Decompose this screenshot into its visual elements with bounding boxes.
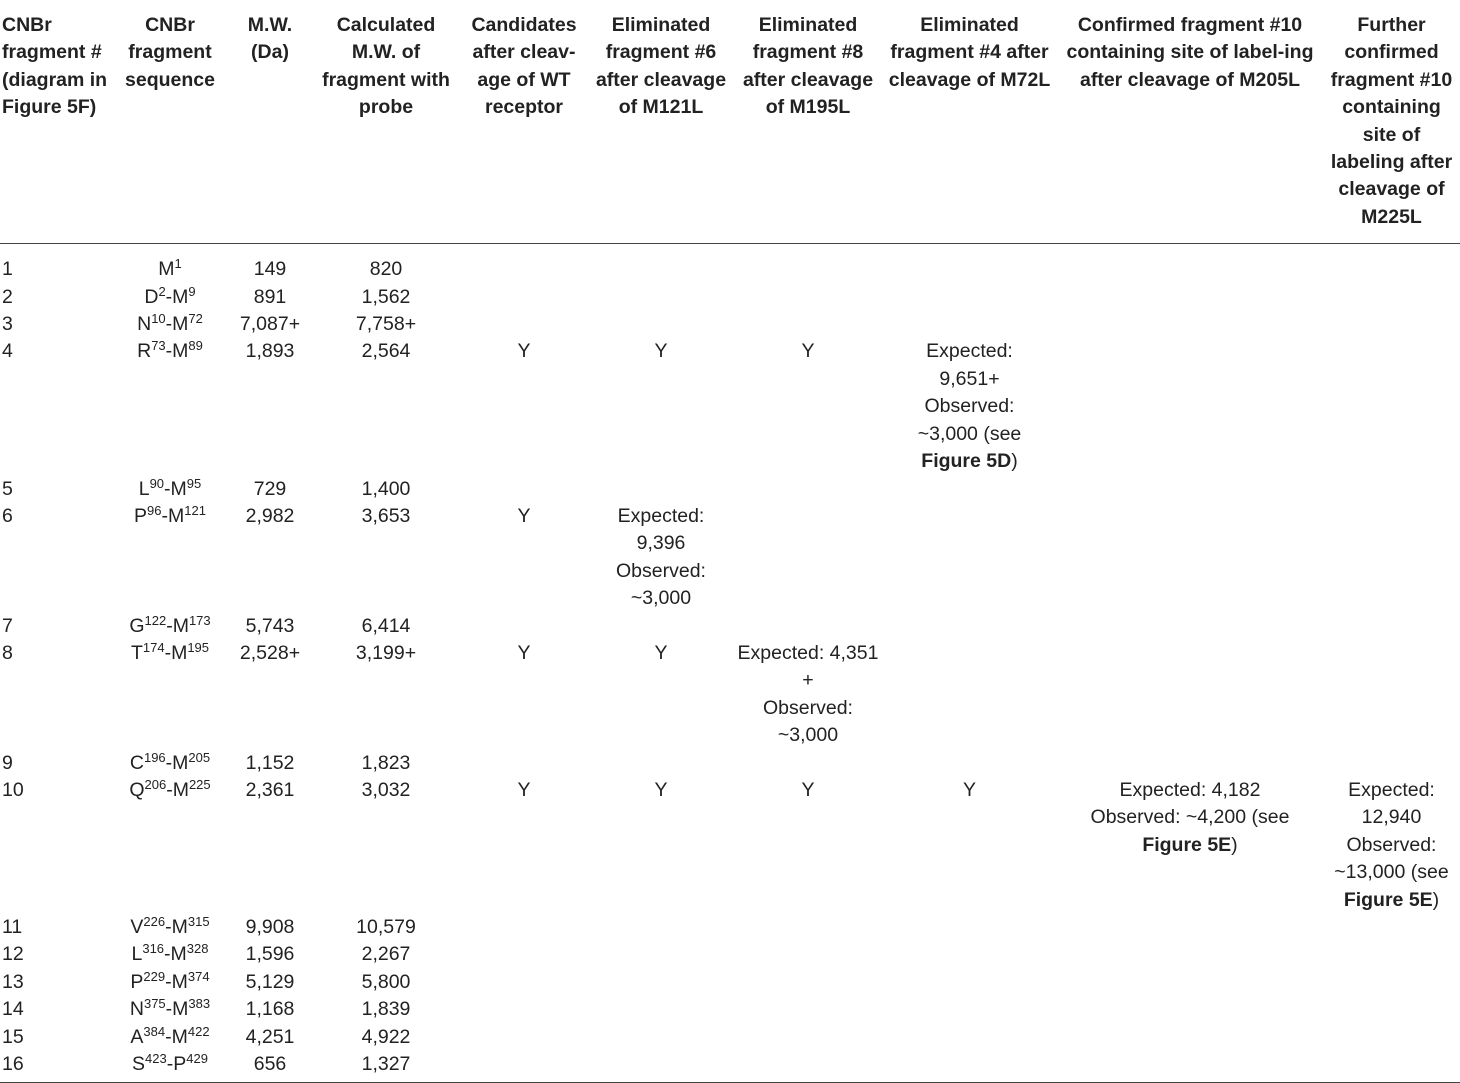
sequence-position-start: 206 bbox=[144, 776, 167, 792]
m121l-cell bbox=[588, 996, 734, 1023]
sequence-position-end: 328 bbox=[186, 941, 209, 957]
sequence-position-end: 173 bbox=[188, 612, 211, 628]
sequence-position-end: 95 bbox=[186, 475, 202, 491]
mw-cell: 1,152 bbox=[245, 751, 295, 774]
sequence-position-start: 96 bbox=[147, 502, 162, 518]
m72l-cell bbox=[882, 996, 1057, 1023]
table-row bbox=[0, 969, 1460, 996]
sequence-residue-end: -M bbox=[164, 943, 187, 966]
m195l-cell bbox=[734, 914, 882, 941]
cell-note-tail: ) bbox=[1432, 888, 1440, 911]
mw-cell: 2,982 bbox=[245, 504, 295, 527]
m205l-cell bbox=[1057, 284, 1323, 311]
m121l-cell bbox=[588, 1051, 734, 1083]
header-m205l: Confirmed fragment #10 containing site of label-ing after cleavage of M205L bbox=[1057, 0, 1323, 244]
sequence-position-start: 316 bbox=[142, 941, 165, 957]
sequence-residue-end: -M bbox=[165, 313, 189, 336]
fragment-number-cell: 8 bbox=[2, 641, 13, 664]
m121l-cell: Y bbox=[654, 340, 668, 363]
sequence-residue-start: G bbox=[129, 614, 145, 637]
m121l-cell: Y bbox=[654, 641, 668, 664]
m121l-cell bbox=[588, 613, 734, 640]
calculated-mw-cell: 2,564 bbox=[361, 340, 411, 363]
fragment-number-cell: 7 bbox=[2, 614, 13, 637]
figure-reference: Figure 5E bbox=[1142, 833, 1232, 856]
sequence-position-start: 423 bbox=[145, 1051, 167, 1067]
m195l-cell bbox=[734, 941, 882, 968]
m121l-cell bbox=[588, 750, 734, 777]
fragment-number-cell: 5 bbox=[2, 477, 13, 500]
sequence-position-start: 196 bbox=[143, 749, 166, 765]
m205l-cell bbox=[1057, 503, 1323, 613]
sequence-position-end: 195 bbox=[187, 639, 210, 655]
header-m72l: Eliminated fragment #4 after cleavage of M72L bbox=[882, 0, 1057, 244]
m205l-cell bbox=[1057, 338, 1323, 475]
sequence-cell bbox=[112, 996, 228, 1023]
figure-reference: Figure 5D bbox=[921, 450, 1012, 473]
m225l-cell bbox=[1323, 244, 1460, 284]
m205l-cell bbox=[1057, 996, 1323, 1023]
fragment-number-cell: 12 bbox=[2, 943, 24, 966]
m195l-cell bbox=[734, 613, 882, 640]
m225l-cell bbox=[1323, 1024, 1460, 1051]
m121l-cell bbox=[588, 311, 734, 338]
sequence-position-end: 205 bbox=[188, 749, 211, 765]
calculated-mw-cell: 1,400 bbox=[361, 477, 411, 500]
sequence-residue-start: N bbox=[137, 313, 152, 336]
mw-cell: 5,743 bbox=[245, 614, 295, 637]
m121l-cell bbox=[588, 244, 734, 284]
fragment-number-cell: 2 bbox=[2, 285, 13, 308]
calculated-mw-cell: 1,839 bbox=[361, 998, 411, 1021]
mw-cell: 656 bbox=[228, 1051, 312, 1083]
sequence-position-start: 122 bbox=[144, 612, 167, 628]
m72l-cell bbox=[882, 613, 1057, 640]
mw-cell: 9,908 bbox=[245, 916, 295, 938]
sequence-residue-end: -M bbox=[165, 998, 189, 1021]
table-row bbox=[0, 914, 1460, 941]
m195l-cell bbox=[734, 311, 882, 338]
sequence-residue-end: -M bbox=[165, 340, 189, 363]
fragment-number-cell: 13 bbox=[2, 970, 24, 993]
sequence-residue-start: P bbox=[130, 970, 144, 993]
m225l-cell bbox=[1323, 338, 1460, 475]
sequence-cell bbox=[112, 613, 228, 640]
sequence-residue-end: -M bbox=[165, 916, 188, 938]
m195l-cell bbox=[734, 284, 882, 311]
m195l-cell bbox=[734, 1024, 882, 1051]
m121l-cell bbox=[588, 284, 734, 311]
fragment-number-cell: 14 bbox=[2, 998, 24, 1021]
m205l-cell bbox=[1057, 613, 1323, 640]
calculated-mw-cell: 4,922 bbox=[361, 1025, 411, 1048]
cell-note-text: Expected: 9,651+ Observed: ~3,000 (see bbox=[917, 340, 1022, 445]
m72l-cell bbox=[882, 969, 1057, 996]
m72l-cell bbox=[882, 476, 1057, 503]
sequence-residue-start: Q bbox=[129, 778, 145, 801]
cell-note-tail: ) bbox=[1011, 450, 1018, 473]
sequence-cell bbox=[112, 503, 228, 613]
fragment-number-cell: 4 bbox=[2, 340, 13, 363]
mw-cell: 729 bbox=[253, 477, 287, 500]
calculated-mw-cell: 1,823 bbox=[361, 751, 411, 774]
m205l-cell bbox=[1057, 941, 1323, 968]
fragment-number-cell: 6 bbox=[2, 504, 13, 527]
mw-cell: 149 bbox=[253, 258, 287, 281]
m225l-cell bbox=[1323, 311, 1460, 338]
sequence-position-start: 1 bbox=[174, 256, 182, 272]
calculated-mw-cell: 1,562 bbox=[361, 285, 411, 308]
m225l-cell bbox=[1323, 503, 1460, 613]
sequence-residue-start: C bbox=[129, 751, 144, 774]
calculated-mw-cell: 3,199+ bbox=[355, 641, 417, 664]
m195l-cell bbox=[734, 1051, 882, 1083]
sequence-residue-start: D bbox=[144, 285, 159, 308]
sequence-residue-end: -M bbox=[165, 1025, 188, 1048]
sequence-residue-start: R bbox=[137, 340, 152, 363]
cell-note-text: Expected: 12,940 Observed: ~13,000 (see bbox=[1334, 778, 1449, 884]
m205l-cell bbox=[1057, 311, 1323, 338]
sequence-cell bbox=[112, 914, 228, 941]
sequence-residue-end: -M bbox=[165, 285, 189, 308]
m225l-cell bbox=[1323, 941, 1460, 968]
sequence-position-end: 383 bbox=[188, 996, 211, 1012]
m195l-cell bbox=[734, 476, 882, 503]
sequence-residue-end: -M bbox=[164, 641, 188, 664]
sequence-residue-end: -P bbox=[166, 1053, 187, 1076]
table-row bbox=[0, 941, 1460, 968]
fragment-number-cell: 3 bbox=[2, 313, 13, 336]
cell-note-text: Expected: 4,182 Observed: ~4,200 (see bbox=[1090, 778, 1290, 829]
table-row bbox=[0, 613, 1460, 640]
sequence-residue-end: -M bbox=[164, 477, 187, 500]
m205l-cell bbox=[1057, 750, 1323, 777]
sequence-position-start: 229 bbox=[143, 968, 166, 984]
sequence-position-start: 73 bbox=[151, 338, 166, 354]
sequence-position-end: 225 bbox=[188, 776, 211, 792]
wt-candidate-cell: Y bbox=[517, 641, 531, 664]
sequence-position-start: 384 bbox=[143, 1023, 166, 1039]
m72l-cell bbox=[882, 914, 1057, 941]
wt-candidate-cell bbox=[460, 996, 588, 1023]
m72l-cell bbox=[882, 311, 1057, 338]
calculated-mw-cell: 3,032 bbox=[361, 778, 411, 801]
sequence-residue-end: -M bbox=[165, 751, 189, 774]
sequence-cell bbox=[112, 1051, 228, 1083]
sequence-cell bbox=[112, 777, 228, 914]
header-fragment-sequence: CNBr fragment sequence bbox=[112, 0, 228, 244]
wt-candidate-cell bbox=[460, 1024, 588, 1051]
header-molecular-weight: M.W. (Da) bbox=[228, 0, 312, 244]
m195l-cell bbox=[734, 244, 882, 284]
calculated-mw-cell: 2,267 bbox=[361, 943, 411, 966]
table-row bbox=[0, 1024, 1460, 1051]
m121l-cell bbox=[588, 941, 734, 968]
calculated-mw-cell: 820 bbox=[369, 258, 403, 281]
wt-candidate-cell bbox=[460, 914, 588, 941]
mw-cell: 891 bbox=[253, 285, 287, 308]
sequence-residue-start: A bbox=[130, 1025, 144, 1048]
fragment-number-cell: 15 bbox=[2, 1025, 24, 1048]
m225l-cell bbox=[1323, 1051, 1460, 1083]
m121l-cell bbox=[588, 503, 734, 613]
m72l-cell bbox=[882, 1024, 1057, 1051]
sequence-position-start: 174 bbox=[142, 639, 165, 655]
mw-cell: 2,528+ bbox=[239, 641, 301, 664]
wt-candidate-cell bbox=[460, 613, 588, 640]
fragment-number-cell: 1 bbox=[2, 258, 13, 281]
m205l-cell bbox=[1057, 476, 1323, 503]
calculated-mw-cell: 6,414 bbox=[361, 614, 411, 637]
cell-note-text: Expected: 4,351 + Observed: ~3,000 bbox=[737, 641, 879, 747]
m72l-cell bbox=[882, 750, 1057, 777]
header-calculated-mw: Calculated M.W. of fragment with probe bbox=[312, 0, 460, 244]
m72l-cell bbox=[882, 941, 1057, 968]
sequence-position-end: 9 bbox=[188, 283, 196, 299]
fragment-number-cell: 11 bbox=[2, 916, 23, 938]
header-wt-candidates: Candidates after cleav-age of WT receptor bbox=[460, 0, 588, 244]
fragment-number-cell: 16 bbox=[0, 1051, 112, 1083]
calculated-mw-cell: 1,327 bbox=[312, 1051, 460, 1083]
m225l-cell bbox=[1323, 476, 1460, 503]
header-m195l: Eliminated fragment #8 after cleavage of M195L bbox=[734, 0, 882, 244]
mw-cell: 1,168 bbox=[245, 998, 295, 1021]
m205l-cell bbox=[1057, 1024, 1323, 1051]
mw-cell: 7,087+ bbox=[239, 313, 301, 336]
table-row bbox=[0, 996, 1460, 1023]
wt-candidate-cell bbox=[460, 1051, 588, 1083]
sequence-position-start: 10 bbox=[151, 311, 166, 327]
header-m225l: Further confirmed fragment #10 containing site of labeling after cleavage of M225L bbox=[1323, 0, 1460, 244]
mw-cell: 4,251 bbox=[245, 1025, 295, 1048]
table-row bbox=[0, 503, 1460, 613]
m195l-cell bbox=[734, 750, 882, 777]
sequence-residue-end: -M bbox=[166, 778, 189, 801]
m72l-cell bbox=[882, 1051, 1057, 1083]
m225l-cell bbox=[1323, 284, 1460, 311]
sequence-cell bbox=[112, 941, 228, 968]
cell-note-tail: ) bbox=[1231, 833, 1238, 856]
sequence-position-end: 72 bbox=[188, 311, 203, 327]
sequence-residue-end: -M bbox=[161, 504, 185, 527]
m225l-cell bbox=[1323, 750, 1460, 777]
m205l-cell bbox=[1057, 244, 1323, 284]
sequence-residue-start: N bbox=[129, 998, 144, 1021]
sequence-residue-start: L bbox=[138, 477, 150, 500]
fragment-number-cell: 10 bbox=[2, 778, 24, 801]
m205l-cell bbox=[1057, 1051, 1323, 1083]
wt-candidate-cell bbox=[460, 941, 588, 968]
wt-candidate-cell: Y bbox=[517, 504, 531, 527]
m121l-cell bbox=[588, 969, 734, 996]
sequence-residue-start: P bbox=[134, 504, 148, 527]
sequence-residue-start: S bbox=[132, 1053, 146, 1076]
m72l-cell bbox=[882, 284, 1057, 311]
m121l-cell bbox=[588, 1024, 734, 1051]
sequence-residue-start: V bbox=[130, 916, 144, 938]
m195l-cell bbox=[734, 640, 882, 750]
mw-cell: 1,596 bbox=[245, 943, 295, 966]
sequence-cell bbox=[112, 640, 228, 750]
m195l-cell bbox=[734, 503, 882, 613]
sequence-residue-start: T bbox=[130, 641, 143, 664]
m225l-cell bbox=[1323, 969, 1460, 996]
table-row bbox=[0, 640, 1460, 750]
m205l-cell bbox=[1057, 914, 1323, 941]
table-row bbox=[0, 311, 1460, 338]
fragment-number-cell: 9 bbox=[2, 751, 13, 774]
sequence-cell bbox=[112, 284, 228, 311]
sequence-residue-start: M bbox=[158, 258, 175, 281]
cell-note-text: Expected: 9,396 Observed: ~3,000 bbox=[616, 504, 706, 610]
wt-candidate-cell bbox=[460, 750, 588, 777]
calculated-mw-cell: 3,653 bbox=[361, 504, 411, 527]
sequence-position-end: 315 bbox=[187, 914, 210, 929]
sequence-cell bbox=[112, 311, 228, 338]
m72l-cell bbox=[882, 503, 1057, 613]
m225l-cell bbox=[1323, 640, 1460, 750]
table-row bbox=[0, 476, 1460, 503]
wt-candidate-cell bbox=[460, 284, 588, 311]
m121l-cell bbox=[588, 914, 734, 941]
m121l-cell: Y bbox=[654, 778, 668, 801]
wt-candidate-cell bbox=[460, 969, 588, 996]
mw-cell: 1,893 bbox=[245, 340, 295, 363]
table-row bbox=[0, 750, 1460, 777]
sequence-cell bbox=[112, 244, 228, 284]
sequence-position-start: 90 bbox=[149, 475, 165, 491]
m121l-cell bbox=[588, 476, 734, 503]
sequence-position-end: 89 bbox=[188, 338, 203, 354]
sequence-position-start: 375 bbox=[143, 996, 166, 1012]
sequence-position-end: 429 bbox=[186, 1051, 208, 1067]
table-row bbox=[0, 284, 1460, 311]
header-m121l: Eliminated fragment #6 after cleavage of M121L bbox=[588, 0, 734, 244]
table-row bbox=[0, 777, 1460, 914]
wt-candidate-cell bbox=[460, 244, 588, 284]
m72l-cell bbox=[882, 338, 1057, 475]
table-body bbox=[0, 244, 1460, 1083]
table-row bbox=[0, 1051, 1460, 1083]
mw-cell: 2,361 bbox=[245, 778, 295, 801]
m205l-cell bbox=[1057, 777, 1323, 914]
sequence-cell bbox=[112, 338, 228, 475]
m225l-cell bbox=[1323, 777, 1460, 914]
m72l-cell bbox=[882, 640, 1057, 750]
sequence-cell bbox=[112, 969, 228, 996]
m195l-cell bbox=[734, 996, 882, 1023]
m195l-cell: Y bbox=[801, 340, 815, 363]
table-row bbox=[0, 244, 1460, 284]
m225l-cell bbox=[1323, 914, 1460, 941]
m205l-cell bbox=[1057, 640, 1323, 750]
m225l-cell bbox=[1323, 613, 1460, 640]
sequence-position-end: 422 bbox=[187, 1023, 210, 1039]
calculated-mw-cell: 7,758+ bbox=[355, 313, 417, 336]
m225l-cell bbox=[1323, 996, 1460, 1023]
table-row bbox=[0, 338, 1460, 475]
calculated-mw-cell: 10,579 bbox=[356, 916, 416, 938]
m205l-cell bbox=[1057, 969, 1323, 996]
sequence-position-start: 2 bbox=[158, 283, 166, 299]
m72l-cell bbox=[882, 244, 1057, 284]
header-row bbox=[0, 0, 1460, 244]
wt-candidate-cell: Y bbox=[517, 340, 531, 363]
header-fragment-number: CNBr fragment # (diagram in Figure 5F) bbox=[0, 0, 112, 244]
sequence-residue-start: L bbox=[131, 943, 143, 966]
sequence-cell bbox=[112, 476, 228, 503]
figure-reference: Figure 5E bbox=[1343, 888, 1433, 911]
sequence-residue-end: -M bbox=[166, 614, 189, 637]
sequence-position-start: 226 bbox=[143, 914, 166, 929]
m195l-cell: Y bbox=[801, 778, 815, 801]
sequence-cell bbox=[112, 1024, 228, 1051]
sequence-position-end: 374 bbox=[187, 968, 210, 984]
sequence-residue-end: -M bbox=[165, 970, 188, 993]
sequence-position-end: 121 bbox=[184, 502, 206, 518]
wt-candidate-cell: Y bbox=[517, 778, 531, 801]
calculated-mw-cell: 5,800 bbox=[361, 970, 411, 993]
wt-candidate-cell bbox=[460, 476, 588, 503]
m195l-cell bbox=[734, 969, 882, 996]
mw-cell: 5,129 bbox=[245, 970, 295, 993]
wt-candidate-cell bbox=[460, 311, 588, 338]
m72l-cell: Y bbox=[962, 778, 976, 801]
sequence-cell bbox=[112, 750, 228, 777]
